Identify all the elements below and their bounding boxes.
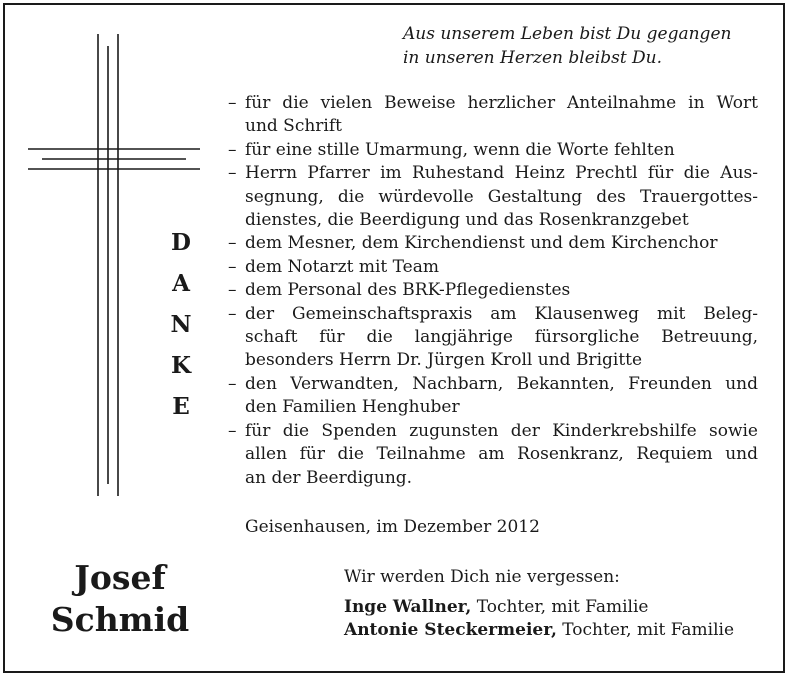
- closing-block: [344, 566, 734, 643]
- closing-line: Wir werden Dich nie vergessen:: [344, 567, 620, 587]
- thanks-item: [228, 256, 758, 279]
- thanks-line: schaft für die langjährige fürsorgliche Betreuung,: [245, 327, 758, 348]
- danke-letter: A: [172, 270, 190, 297]
- last-name: Schmid: [50, 600, 190, 639]
- thanks-item: [228, 92, 758, 139]
- thanks-line: besonders Herrn Dr. Jürgen Kroll und Brigitte: [245, 350, 643, 371]
- danke-letter: N: [170, 311, 192, 338]
- thanks-line: dienstes, die Beerdigung und das Rosenkranzgebet: [245, 210, 689, 231]
- place-date: Geisenhausen, im Dezember 2012: [245, 517, 540, 537]
- thanks-list: [228, 92, 758, 490]
- mourner-entry: [344, 596, 734, 620]
- thanks-line: und Schrift: [245, 116, 342, 137]
- dash: –: [228, 280, 237, 301]
- thanks-item: [228, 279, 758, 302]
- thanks-line: segnung, die würdevolle Gestaltung des Trauergottes-: [245, 186, 758, 207]
- thanks-line: für die Spenden zugunsten der Kinderkrebshilfe sowie: [245, 420, 758, 441]
- thanks-line: für eine stille Umarmung, wenn die Worte fehlten: [245, 139, 675, 160]
- danke-letter: D: [171, 229, 191, 256]
- thanks-line: dem Personal des BRK-Pflegedienstes: [245, 280, 571, 301]
- dash: –: [228, 233, 237, 254]
- danke-letter: E: [172, 393, 190, 420]
- thanks-line: den Verwandten, Nachbarn, Bekannten, Freunden und: [245, 373, 758, 394]
- mourner-relation: Tochter, mit Familie: [471, 596, 649, 617]
- first-name: Josef: [74, 558, 166, 597]
- mourner-relation: Tochter, mit Familie: [556, 620, 735, 640]
- motto-line: in unseren Herzen bleibst Du.: [403, 48, 663, 68]
- mourner-entry: [344, 619, 734, 643]
- thanks-item: [228, 373, 758, 420]
- dash: –: [228, 93, 237, 113]
- dash: –: [228, 373, 237, 394]
- thanks-item: [228, 232, 758, 255]
- thanks-item: [228, 139, 758, 162]
- thanks-line: für die vielen Beweise herzlicher Anteilnahme in Wort: [245, 93, 758, 113]
- mourner-name: Inge Wallner,: [344, 596, 472, 617]
- thanks-line: den Familien Henghuber: [245, 397, 460, 418]
- dash: –: [228, 139, 237, 160]
- motto-line: Aus unserem Leben bist Du gegangen: [403, 24, 732, 44]
- motto: [403, 22, 731, 70]
- dash: –: [228, 163, 237, 184]
- thanks-line: der Gemeinschaftspraxis am Klausenweg mit Beleg-: [245, 303, 758, 324]
- thanks-line: an der Beerdigung.: [245, 467, 413, 488]
- deceased-name: [40, 557, 200, 641]
- thanks-line: Herrn Pfarrer im Ruhestand Heinz Prechtl für die Aus-: [245, 163, 758, 184]
- dash: –: [228, 303, 237, 324]
- dash: –: [228, 420, 237, 441]
- thanks-item: [228, 420, 758, 490]
- thanks-line: dem Mesner, dem Kirchendienst und dem Kirchenchor: [245, 233, 718, 254]
- dash: –: [228, 256, 237, 277]
- danke-letter: K: [171, 352, 191, 379]
- thanks-line: allen für die Teilnahme am Rosenkranz, Requiem und: [245, 444, 758, 465]
- thanks-item: [228, 303, 758, 373]
- thanks-line: dem Notarzt mit Team: [245, 256, 439, 277]
- danke-vertical: [166, 222, 196, 427]
- mourner-name: Antonie Steckermeier,: [344, 620, 557, 640]
- thanks-item: [228, 162, 758, 232]
